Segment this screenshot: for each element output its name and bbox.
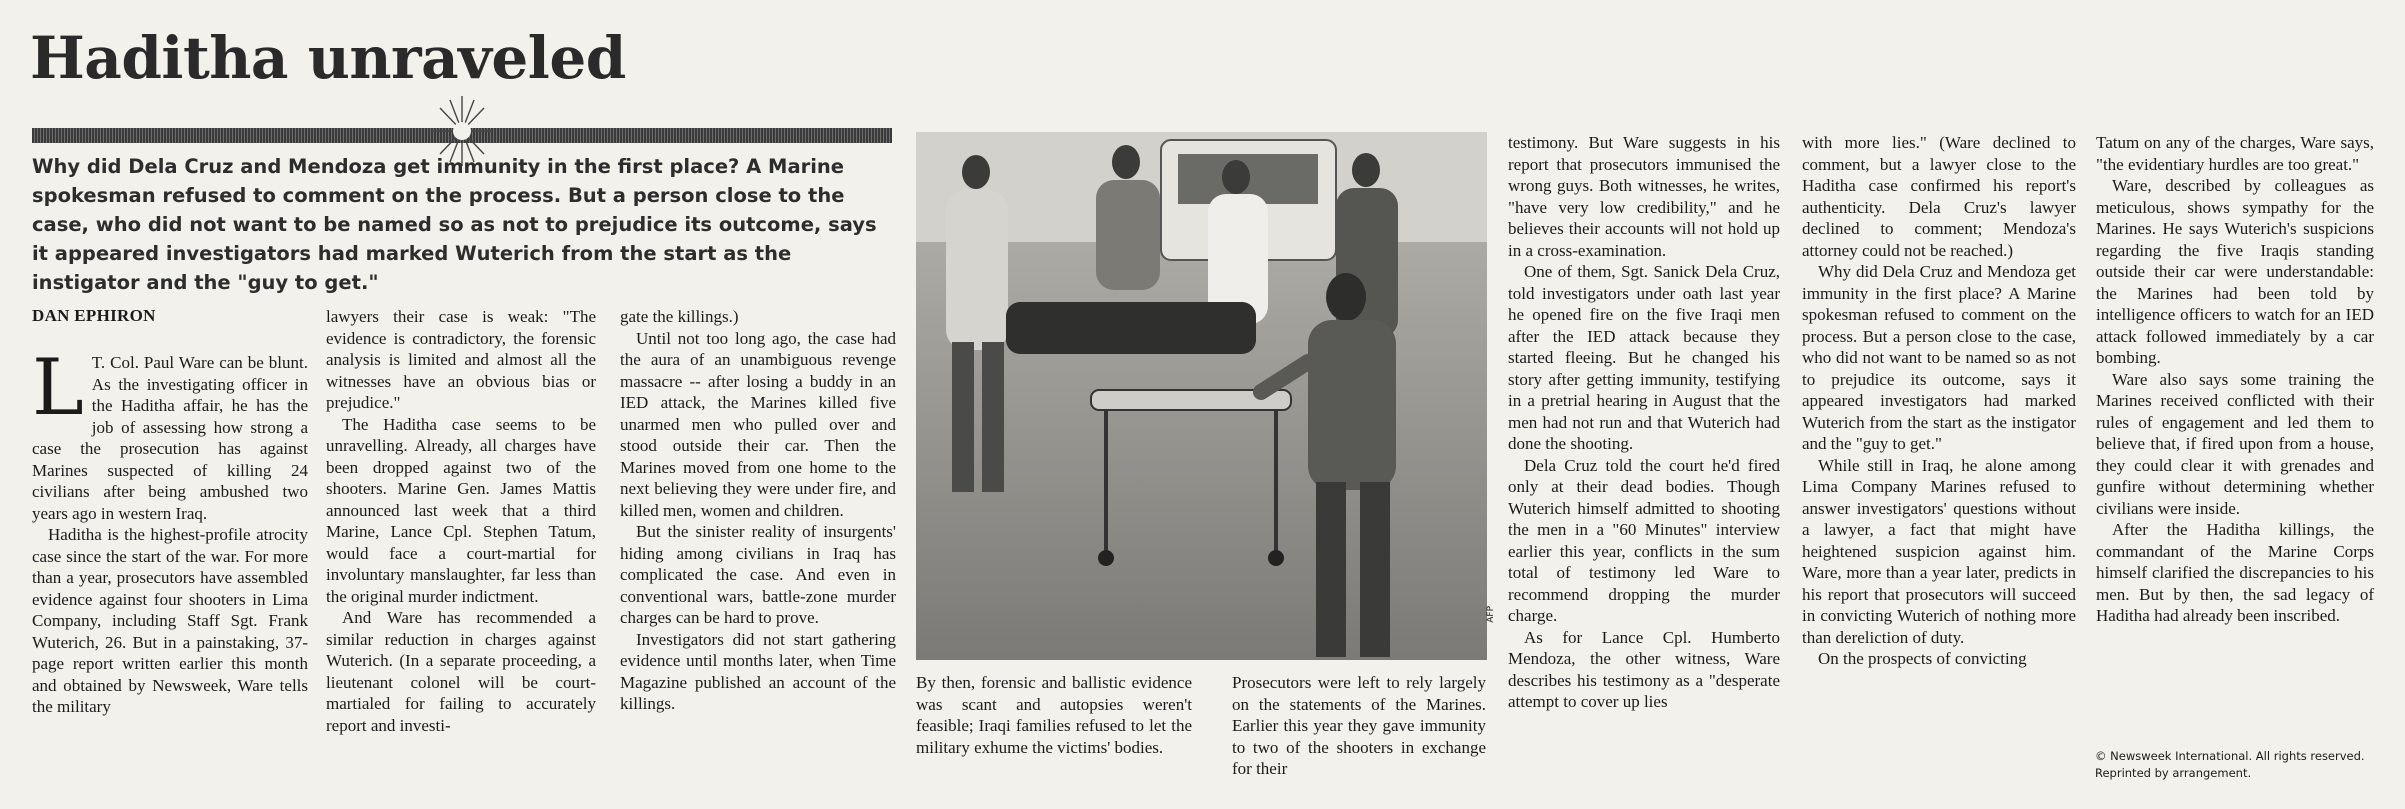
article-column-5 (1232, 672, 1486, 780)
paragraph-lead (32, 343, 308, 524)
paragraph: Ware, described by colleagues as meticulous, shows sympathy for the Marines. He says Wuterich's suspicions regarding the five Iraqis standing outside their car were understandable: the Marines had been told by intelligence officers to watch for an IED attack followed immediately by a car bombing. (2096, 176, 2374, 367)
standfirst-deck: Why did Dela Cruz and Mendoza get immunity in the first place? A Marine spokesman refused to comment on the process. But a person close to the case, who did not want to be named so as not to prejudice its outcome, says it appeared investigators had marked Wuterich from the start as the instigator and the "guy to get." (32, 155, 877, 294)
article-column-8 (2096, 132, 2374, 627)
article-column-6 (1508, 132, 1780, 713)
photo-credit: AFP (1486, 606, 1496, 623)
article-column-3 (620, 306, 896, 715)
paragraph: Haditha is the highest-profile atrocity case since the start of the war. For more than a year, prosecutors have assembled evidence against four shooters in Lima Company, including Staff Sgt. Frank Wuterich, 26. But in a painstaking, 37-page report written earlier this month and obtained by Newsweek, Ware tells the military (32, 525, 308, 716)
paragraph: Investigators did not start gathering evidence until months later, when Time Magazine published an account of the killings. (620, 629, 896, 713)
paragraph: Prosecutors were left to rely largely on the statements of the Marines. Earlier this year they gave immunity to two of the shooters in exchange for their (1232, 673, 1486, 778)
article-column-2 (326, 306, 596, 736)
paragraph: The Haditha case seems to be unravelling. Already, all charges have been dropped against two of the shooters. Marine Gen. James Mattis announced last week that a third Marine, Lance Cpl. Stephen Tatum, would face a court-martial for involuntary manslaughter, far less than the original murder indictment. (326, 414, 596, 606)
paragraph-text: T. Col. Paul Ware can be blunt. As the investigating officer in the Haditha affair, he has the job of assessing how strong a case the prosecution has against Marines suspected of killing 24 civilians after being ambushed two years ago in western Iraq. (32, 353, 308, 523)
paragraph: While still in Iraq, he alone among Lima Company Marines refused to answer investigators' questions without a lawyer, a fact that might have heightened suspicion against him. Ware, more than a year later, predicts in his report that prosecutors will succeed in convicting Wuterich of nothing more than dereliction of duty. (1802, 455, 2076, 647)
paragraph: gate the killings.) (620, 307, 739, 326)
paragraph: By then, forensic and ballistic evidence was scant and autopsies weren't feasible; Iraqi families refused to let the military exhume the victims' bodies. (916, 673, 1192, 757)
headline: Haditha unraveled (30, 24, 626, 92)
copyright-notice (2095, 748, 2395, 782)
photo-illustration (916, 132, 1487, 660)
paragraph: Why did Dela Cruz and Mendoza get immunity in the first place? A Marine spokesman refused to comment on the process. But a person close to the case, who did not want to be named so as not to prejudice its outcome, says it appeared investigators had marked Wuterich from the start as the instigator and the "guy to get." (1802, 262, 2076, 453)
byline: DAN EPHIRON (32, 306, 156, 325)
paragraph: But the sinister reality of insurgents' hiding among civilians in Iraq has complicated the case. And even in conventional wars, battle-zone murder charges can be hard to prove. (620, 522, 896, 627)
paragraph: lawyers their case is weak: "The evidence is contradictory, the forensic analysis is limited and almost all the witnesses have an obvious bias or prejudice." (326, 307, 596, 412)
paragraph: with more lies." (Ware declined to comment, but a lawyer close to the Haditha case confirmed his report's authenticity. Dela Cruz's lawyer declined to comment; Mendoza's attorney could not be reached.) (1802, 133, 2076, 260)
drop-cap: L (32, 343, 84, 433)
paragraph: Until not too long ago, the case had the aura of an unambiguous revenge massacre -- after losing a buddy in an IED attack, the Marines killed five unarmed men who pulled over and stood outside their car. Then the Marines moved from one home to the next believing they were under fire, and killed men, women and children. (620, 328, 896, 520)
paragraph: As for Lance Cpl. Humberto Mendoza, the other witness, Ware describes his testimony as a "desperate attempt to cover up lies (1508, 627, 1780, 711)
paragraph: testimony. But Ware suggests in his report that prosecutors immunised the wrong guys. Both witnesses, he writes, "have very low credibility," and he believes their accounts will not hold up in a cross-examination. (1508, 133, 1780, 260)
paragraph: After the Haditha killings, the commandant of the Marine Corps himself clarified the discrepancies to his men. But by then, the sad legacy of Haditha had already been inscribed. (2096, 520, 2374, 625)
paragraph: Dela Cruz told the court he'd fired only at their dead bodies. Though Wuterich himself admitted to shooting the men in a "60 Minutes" interview earlier this year, conflicts in the sum total of testimony led Ware to recommend dropping the murder charge. (1508, 455, 1780, 625)
paragraph: On the prospects of convicting (1818, 649, 2027, 668)
paragraph: One of them, Sgt. Sanick Dela Cruz, told investigators under oath last year he opened fire on the five Iraqi men after the IED attack because they started fleeing. But he changed his story after getting immunity, testifying in a pretrial hearing in August that the men had not run and that Wuterich had done the shooting. (1508, 262, 1780, 453)
reprint-line: Reprinted by arrangement. (2095, 766, 2252, 780)
paragraph: And Ware has recommended a similar reduction in charges against Wuterich. (In a separate proceeding, a lieutenant colonel will be court-martialed for failing to accurately report and investi- (326, 608, 596, 735)
news-photo (916, 132, 1487, 660)
copyright-line: © Newsweek International. All rights reserved. (2095, 749, 2365, 763)
paragraph: Ware also says some training the Marines received conflicted with their rules of engagement and led them to believe that, if fired upon from a house, they could clear it with grenades and gunfire without determining whether civilians were inside. (2096, 369, 2374, 518)
article-column-1 (32, 343, 308, 718)
article-column-4 (916, 672, 1192, 758)
article-column-7 (1802, 132, 2076, 670)
paragraph: Tatum on any of the charges, Ware says, "the evidentiary hurdles are too great." (2096, 133, 2374, 174)
